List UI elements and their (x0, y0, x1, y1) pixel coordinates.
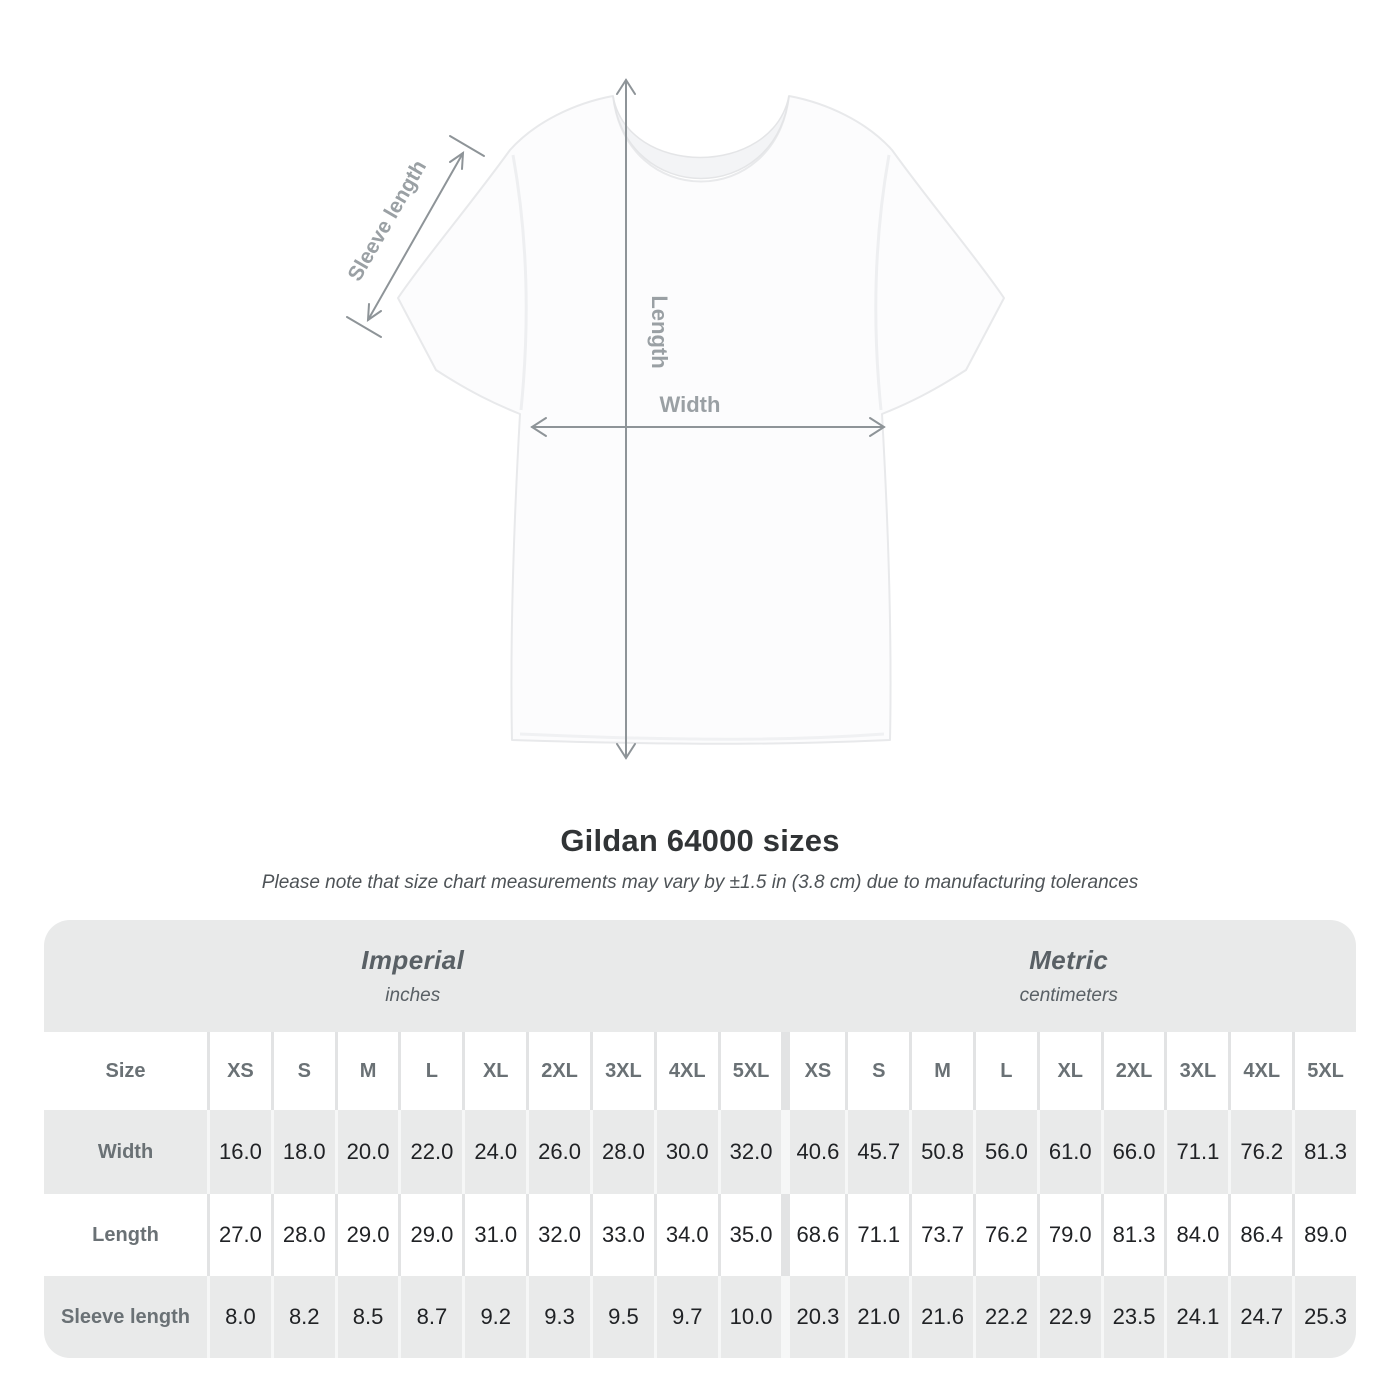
row-label: Length (44, 1194, 207, 1276)
value-cell: 21.6 (909, 1276, 973, 1358)
size-col-header: 2XL (526, 1032, 590, 1110)
size-col-header: 5XL (718, 1032, 782, 1110)
value-cell: 20.0 (335, 1110, 399, 1194)
value-cell: 35.0 (718, 1194, 782, 1276)
value-cell: 89.0 (1292, 1194, 1356, 1276)
size-col-header: M (909, 1032, 973, 1110)
metric-header (781, 920, 1356, 1032)
sleeve-length-label: Sleeve length (343, 156, 432, 286)
value-cell: 32.0 (526, 1194, 590, 1276)
imperial-header (44, 920, 781, 1032)
value-cell: 9.3 (526, 1276, 590, 1358)
value-cell: 66.0 (1101, 1110, 1165, 1194)
value-cell: 81.3 (1101, 1194, 1165, 1276)
value-cell: 28.0 (271, 1194, 335, 1276)
value-cell: 24.1 (1164, 1276, 1228, 1358)
size-col-header: XL (1037, 1032, 1101, 1110)
size-col-header: XS (781, 1032, 845, 1110)
value-cell: 8.0 (207, 1276, 271, 1358)
value-cell: 29.0 (335, 1194, 399, 1276)
size-col-header: 3XL (590, 1032, 654, 1110)
value-cell: 40.6 (781, 1110, 845, 1194)
value-cell: 31.0 (462, 1194, 526, 1276)
tshirt-image (398, 96, 1004, 744)
value-cell: 24.0 (462, 1110, 526, 1194)
size-col-header: XL (462, 1032, 526, 1110)
value-cell: 21.0 (845, 1276, 909, 1358)
value-cell: 18.0 (271, 1110, 335, 1194)
page-title: Gildan 64000 sizes (560, 823, 840, 858)
row-label: Sleeve length (44, 1276, 207, 1358)
value-cell: 61.0 (1037, 1110, 1101, 1194)
value-cell: 84.0 (1164, 1194, 1228, 1276)
value-cell: 27.0 (207, 1194, 271, 1276)
value-cell: 23.5 (1101, 1276, 1165, 1358)
value-cell: 33.0 (590, 1194, 654, 1276)
row-label: Width (44, 1110, 207, 1194)
value-cell: 30.0 (654, 1110, 718, 1194)
size-table (44, 920, 1356, 1358)
value-cell: 8.2 (271, 1276, 335, 1358)
value-cell: 22.2 (973, 1276, 1037, 1358)
metric-label: Metric (1029, 945, 1109, 975)
size-col-header: M (335, 1032, 399, 1110)
size-col-header: L (973, 1032, 1037, 1110)
value-cell: 29.0 (398, 1194, 462, 1276)
value-cell: 34.0 (654, 1194, 718, 1276)
size-col-header: L (398, 1032, 462, 1110)
value-cell: 32.0 (718, 1110, 782, 1194)
value-cell: 24.7 (1228, 1276, 1292, 1358)
value-cell: 56.0 (973, 1110, 1037, 1194)
imperial-label: Imperial (361, 945, 465, 975)
tolerance-note: Please note that size chart measurements may vary by ±1.5 in (3.8 cm) due to manufacturing tolerances (261, 872, 1139, 893)
width-label: Width (659, 392, 721, 417)
title-block (0, 823, 1400, 894)
value-cell: 28.0 (590, 1110, 654, 1194)
value-cell: 25.3 (1292, 1276, 1356, 1358)
value-cell: 76.2 (973, 1194, 1037, 1276)
value-cell: 22.0 (398, 1110, 462, 1194)
size-col-header: S (271, 1032, 335, 1110)
value-cell: 22.9 (1037, 1276, 1101, 1358)
value-cell: 79.0 (1037, 1194, 1101, 1276)
value-cell: 16.0 (207, 1110, 271, 1194)
value-cell: 50.8 (909, 1110, 973, 1194)
size-col-header: S (845, 1032, 909, 1110)
value-cell: 76.2 (1228, 1110, 1292, 1194)
value-cell: 10.0 (718, 1276, 782, 1358)
imperial-unit: inches (385, 985, 441, 1006)
size-col-header: 4XL (1228, 1032, 1292, 1110)
value-cell: 45.7 (845, 1110, 909, 1194)
size-row-header: Size (44, 1032, 207, 1110)
value-cell: 9.7 (654, 1276, 718, 1358)
size-col-header: XS (207, 1032, 271, 1110)
size-col-header: 5XL (1292, 1032, 1356, 1110)
value-cell: 20.3 (781, 1276, 845, 1358)
metric-unit: centimeters (1019, 985, 1118, 1006)
value-cell: 9.5 (590, 1276, 654, 1358)
value-cell: 86.4 (1228, 1194, 1292, 1276)
value-cell: 8.5 (335, 1276, 399, 1358)
length-label: Length (647, 295, 672, 369)
size-table-grid (44, 920, 1356, 1358)
value-cell: 26.0 (526, 1110, 590, 1194)
value-cell: 71.1 (1164, 1110, 1228, 1194)
value-cell: 9.2 (462, 1276, 526, 1358)
value-cell: 73.7 (909, 1194, 973, 1276)
value-cell: 71.1 (845, 1194, 909, 1276)
size-col-header: 4XL (654, 1032, 718, 1110)
value-cell: 8.7 (398, 1276, 462, 1358)
value-cell: 68.6 (781, 1194, 845, 1276)
size-col-header: 2XL (1101, 1032, 1165, 1110)
size-col-header: 3XL (1164, 1032, 1228, 1110)
value-cell: 81.3 (1292, 1110, 1356, 1194)
